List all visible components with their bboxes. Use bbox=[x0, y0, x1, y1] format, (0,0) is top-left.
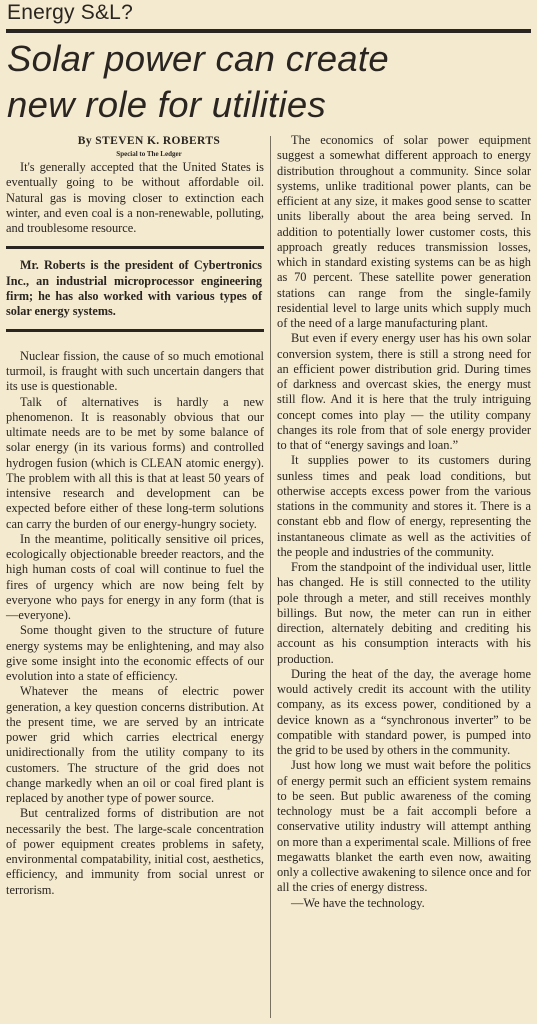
article-paragraph: Nuclear fission, the cause of so much emotional turmoil, is fraught with such uncertain dangers that its use is questionable. bbox=[6, 348, 264, 394]
article-paragraph: It supplies power to its customers during sunless times and peak load conditions, but otherwise accepts excess power from the various stations in the community and stores it. There is a constant ebb and flow of energy, representing the instantaneous climate as well as the activities of the people and industries of the community. bbox=[277, 453, 531, 559]
article-paragraph: But even if every energy user has his own solar conversion system, there is still a strong need for an efficient power distribution grid. During times of darkness and overcast skies, the energy must still flow. And it is here that the truly intriguing concept comes into play — the utility company changes its role from that of sole energy provider to that of “energy savings and loan.” bbox=[277, 331, 531, 452]
article-paragraph: From the standpoint of the individual user, little has changed. He is still connected to the utility pole through a meter, and still receives monthly billings. But now, the meter can run in either direction, alternately debiting and crediting his account as his consumption interacts with his production. bbox=[277, 560, 531, 666]
column-divider bbox=[270, 136, 271, 1018]
article-paragraph: In the meantime, politically sensitive oil prices, ecologically objectionable breeder reactors, and the high human costs of coal will continue to fuel the fires of urgency which are now being felt by everyone who pays for energy in any form (that is—everyone). bbox=[6, 531, 264, 623]
article-column-left bbox=[6, 134, 264, 898]
byline: By STEVEN K. ROBERTS bbox=[77, 135, 221, 147]
article-paragraph: Whatever the means of electric power generation, a key question concerns distribution. At the present time, we are served by an intricate power grid which carries electrical energy unidirectionally from the utility company to its customers. The structure of the grid does not change markedly when an oil or coal fired plant is replaced by another type of power source. bbox=[6, 684, 264, 806]
headline-line-2: new role for utilities bbox=[7, 84, 327, 125]
article-paragraph: During the heat of the day, the average home would actively credit its account with the utility company, as its excess power, conditioned by a device known as a “synchronous inverter” to be compatible with standard power, is pumped into the grid to be used by others in the community. bbox=[277, 666, 531, 757]
article-paragraph: But centralized forms of distribution are not necessarily the best. The large-scale concentration of power equipment creates problems in safety, environmental compatability, initial cost, aesthetics, efficiency, and immunity from social unrest or terrorism. bbox=[6, 806, 264, 897]
section-kicker: Energy S&L? bbox=[7, 1, 133, 24]
article-paragraph: Talk of alternatives is hardly a new phenomenon. It is reasonably obvious that our ultimate needs are to be met by some balance of solar energy (in its various forms) and controlled hydrogen fusion (which is CLEAN atomic energy). The problem with all this is that at least 50 years of intensive research and development can be expected before either of these long-term solutions can carry the burden of our energy-hungry society. bbox=[6, 394, 264, 531]
headline-line-1: Solar power can create bbox=[7, 38, 389, 79]
article-paragraph: Just how long we must wait before the politics of energy permit such an efficient system remains to be seen. But public awareness of the coming technology must be a fait accompli before a conservative utility industry will attempt anthing on more than a experimental scale. Millions of free megawatts blanket the earth even now, awaiting only a collective awakening to silence once and for all the cries of energy distress. bbox=[277, 758, 531, 895]
credit-line: Special to The Ledger bbox=[116, 150, 182, 158]
closing-line: —We have the technology. bbox=[291, 895, 425, 910]
article-column-right bbox=[277, 133, 531, 911]
kicker-rule bbox=[6, 29, 531, 33]
article-paragraph: It's generally accepted that the United States is eventually going to be without affordable oil. Natural gas is moving closer to extinction each winter, and even coal is a non-renewable, polluting, and troublesome resource. bbox=[6, 160, 264, 235]
spacer bbox=[6, 332, 264, 349]
article-paragraph: The economics of solar power equipment suggest a somewhat different approach to energy distribution throughout a community. Since solar systems, unlike traditional power plants, can be efficient at any size, it makes good sense to scatter units liberally about the area being served. In addition to potentially lower customer costs, this approach greatly reduces transmission losses, which in standard existing systems can be as high as 70 percent. These satellite power generation stations can range from the single-family residential level to large units which supply much of the need of a large manufacturing plant. bbox=[277, 133, 531, 330]
article-paragraph: Some thought given to the structure of future energy systems may be enlightening, and may also give some insight into the economic effects of our evolution into a state of efficiency. bbox=[6, 623, 264, 684]
headline bbox=[7, 36, 531, 128]
author-bio: Mr. Roberts is the president of Cybertronics Inc., an industrial microprocessor engineering firm; he has also worked with various types of solar energy systems. bbox=[6, 258, 262, 319]
